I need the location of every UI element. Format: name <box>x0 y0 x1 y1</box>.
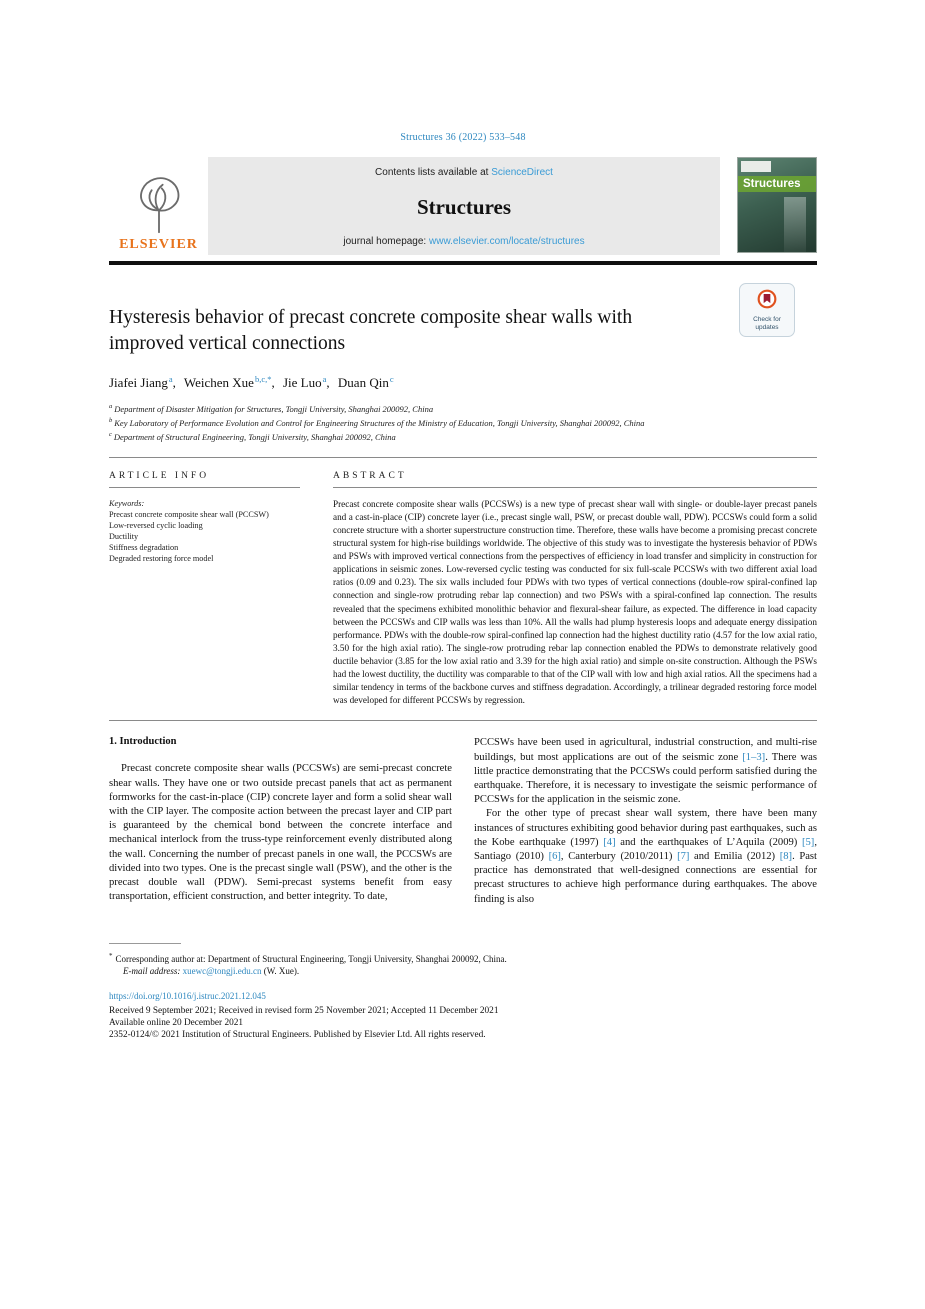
author <box>338 375 394 390</box>
body-columns <box>109 736 817 906</box>
paragraph-text: . Past practice has demonstrated that well-designed connections are essential for precast structures to achieve high performance during earthquakes. The above finding is also <box>474 850 817 905</box>
keyword: Low-reversed cyclic loading <box>109 520 203 530</box>
affiliation-sup: b <box>109 417 113 425</box>
affiliations <box>109 401 817 442</box>
heading-rule <box>109 487 300 488</box>
citation-ref-8[interactable]: [8] <box>779 850 793 862</box>
introduction-heading: 1. Introduction <box>109 736 177 748</box>
author-separator: , <box>326 375 330 391</box>
affiliation-line <box>109 401 817 415</box>
citation-ref-6[interactable]: [6] <box>548 850 561 862</box>
body-column-right <box>474 736 817 906</box>
author-name: Jie Luo <box>282 375 322 391</box>
abstract-heading: ABSTRACT <box>333 470 407 481</box>
body-paragraph <box>474 807 817 906</box>
author <box>283 375 326 390</box>
citation-ref-1-3[interactable]: [1–3] <box>742 751 766 763</box>
paragraph-text: and Emilia (2012) <box>689 850 780 862</box>
article-info-column <box>109 458 300 708</box>
section-divider <box>109 720 817 721</box>
affiliation-line <box>109 415 817 429</box>
keywords-label: Keywords: <box>109 498 145 508</box>
header-divider <box>109 261 817 265</box>
paragraph-text: For the other type of precast shear wall system, there have been many instances of structures exhibiting good behavior during past earthquakes, such as the Kobe earthquake (1997) <box>474 808 817 848</box>
crossmark-icon <box>757 289 777 309</box>
available-online: Available online 20 December 2021 <box>109 1017 244 1028</box>
affiliation-text: Department of Disaster Mitigation for Structures, Tongji University, Shanghai 200092, China <box>114 404 434 415</box>
received-dates: Received 9 September 2021; Received in revised form 25 November 2021; Accepted 11 December 2021 <box>109 1005 499 1016</box>
elsevier-logo[interactable] <box>109 157 208 255</box>
meta-section <box>109 458 817 708</box>
journal-title: Structures <box>416 194 512 219</box>
affiliation-text: Key Laboratory of Performance Evolution and Control for Engineering Structures of the Ministry of Education, Tongji University, Shanghai 200092, China <box>114 417 645 428</box>
author-name: Weichen Xue <box>183 375 254 391</box>
affiliation-sup: a <box>109 403 113 411</box>
cover-photo <box>784 197 806 252</box>
sciencedirect-link[interactable]: ScienceDirect <box>491 167 553 178</box>
heading-rule <box>333 487 817 488</box>
cover-masthead <box>741 161 771 172</box>
corresponding-author-note <box>109 950 817 965</box>
page-content <box>109 0 817 1041</box>
author-separator: , <box>271 375 275 391</box>
author-affiliation-sup[interactable]: b,c,* <box>254 374 272 384</box>
author-affiliation-sup[interactable]: a <box>168 374 173 384</box>
paragraph-text: , Canterbury (2010/2011) <box>560 850 678 862</box>
doi-link[interactable]: https://doi.org/10.1016/j.istruc.2021.12.045 <box>109 990 266 1001</box>
abstract-column <box>333 458 817 708</box>
cover-title: Structures <box>738 176 816 192</box>
check-updates-label: Check for updates <box>753 316 781 331</box>
footnote-marker: * <box>109 951 113 960</box>
article-info-heading: ARTICLE INFO <box>109 470 210 481</box>
affiliation-line <box>109 429 817 443</box>
elsevier-tree-icon <box>130 171 188 235</box>
body-column-left <box>109 736 452 906</box>
contents-line <box>375 167 553 178</box>
journal-banner <box>208 157 720 255</box>
journal-running-head: Structures 36 (2022) 533–548 <box>400 132 526 143</box>
abstract-text: Precast concrete composite shear walls (PCCSWs) is a new type of precast shear wall with single- or double-layer precast panels and a cast-in-place (CIP) concrete layer (i.e., precast single wall, PSW, or precast double wall, PDW). PCCSWs could form a solid concrete structure with a shorter superstructure construction time. Therefore, these walls have become a promising precast concrete structural system for high-rise buildings worldwide. The objective of this study was to investigate the hysteresis behavior of PDWs and PSWs with improved vertical connections from the perspectives of efficiency in load transfer and simplicity in construction for applications in seismic zones. Low-reversed cyclic testing was conducted for six full-scale PCCSWs with two different axial load ratios (0.09 and 0.23). The six walls included four PDWs with two types of vertical connections (double-row spiral-confined lap connection and single-row protruding rebar lap connection) and two PSWs with a spiral-confined lap connection. The results revealed that the specimens exhibited monolithic behavior and flexural-shear failure, as expected. The difference in load capacity between the PCCSWs and CIP walls was less than 10%. All the walls had plump hysteresis loops and adequate energy dissipation performance. PDWs with the double-row spiral-confined lap connection had the highest ductility ratio (4.57 for the low axial ratio, 3.50 for the high axial ratio). The single-row protruding rebar lap connection enabled the PDWs to demonstrate relatively good ductile behavior (3.85 for the low axial ratio and 3.39 for the high axial ratio) and simple on-site construction. Although the PSWs had the lowest ductility, the ductility was comparable to that of the CIP wall with low and high axial ratios. All the specimens had a similar tendency in terms of the backbone curves and stiffness degradation. Accordingly, a trilinear degraded restoring force model was developed for different PCCSWs by regression. <box>333 498 817 706</box>
email-suffix: (W. Xue). <box>261 965 300 976</box>
paragraph-text: . There was little practice demonstrating that the PCCSWs could perform satisfied during the earthquake. Therefore, it is necessary to investigate the seismic performance of PCCSWs for the application in the seismic zone. <box>474 751 817 806</box>
citation-ref-4[interactable]: [4] <box>603 836 616 848</box>
email-line <box>123 965 817 977</box>
introduction-paragraph: Precast concrete composite shear walls (PCCSWs) are semi-precast concrete shear walls. They have one or two outside precast panels that act as permanent formworks for the cast-in-place (CIP) concrete layer and form a solid shear wall with the CIP layer. The composite action between the precast layer and CIP part is guaranteed by the chemical bond between the concrete interface and mechanical interlock from the truss-type reinforcement evenly distributed along the wall. Concerning the number of precast panels in one wall, the PCCSWs are divided into two types. One is the precast single wall (PSW), and the other is the precast double wall (PDW). Semi-precast systems benefit from easy transportation, efficient construction, and better integrity. To date, <box>109 763 452 903</box>
body-paragraph <box>474 736 817 807</box>
author-name: Duan Qin <box>337 375 389 391</box>
footnotes <box>109 950 817 977</box>
keyword: Stiffness degradation <box>109 542 179 552</box>
journal-cover-thumbnail[interactable] <box>737 157 817 253</box>
keyword: Degraded restoring force model <box>109 553 214 563</box>
check-updates-badge[interactable] <box>739 283 795 337</box>
author-line <box>109 374 817 391</box>
paragraph-text: and the earthquakes of L’Aquila (2009) <box>615 836 802 848</box>
doi-line <box>109 991 817 1001</box>
author <box>183 374 275 391</box>
footnote-divider <box>109 943 181 944</box>
paragraph-text: , Santiago (2010) <box>474 836 817 862</box>
author-separator: , <box>172 375 176 391</box>
email-label: E-mail address: <box>123 965 181 976</box>
elsevier-wordmark: ELSEVIER <box>119 237 198 252</box>
affiliation-sup: c <box>109 430 112 438</box>
author-name: Jiafei Jiang <box>109 375 168 391</box>
copyright-line: 2352-0124/© 2021 Institution of Structural Engineers. Published by Elsevier Ltd. All rights reserved. <box>109 1029 486 1040</box>
author-affiliation-sup[interactable]: a <box>322 374 327 384</box>
author <box>109 375 173 390</box>
affiliation-text: Department of Structural Engineering, Tongji University, Shanghai 200092, China <box>113 431 396 442</box>
title-row <box>109 305 817 357</box>
keyword: Precast concrete composite shear wall (PCCSW) <box>109 509 269 519</box>
email-link[interactable]: xuewc@tongji.edu.cn <box>182 965 262 976</box>
citation-ref-7[interactable]: [7] <box>677 850 690 862</box>
contents-text: Contents lists available at <box>375 167 489 178</box>
homepage-label: journal homepage: <box>343 236 427 247</box>
citation-ref-5[interactable]: [5] <box>801 836 815 848</box>
corresponding-author-text: Corresponding author at: Department of Structural Engineering, Tongji University, Shanghai 200092, China. <box>115 953 507 964</box>
paragraph-text: PCCSWs have been used in agricultural, industrial construction, and multi-rise buildings, but most applications are out of the seismic zone <box>474 737 817 763</box>
article-title: Hysteresis behavior of precast concrete composite shear walls with improved vertical connections <box>109 307 633 354</box>
journal-homepage-link[interactable]: www.elsevier.com/locate/structures <box>429 236 585 247</box>
keyword: Ductility <box>109 531 139 541</box>
author-affiliation-sup[interactable]: c <box>389 374 394 384</box>
journal-header-band <box>109 157 817 255</box>
homepage-line <box>343 236 584 247</box>
